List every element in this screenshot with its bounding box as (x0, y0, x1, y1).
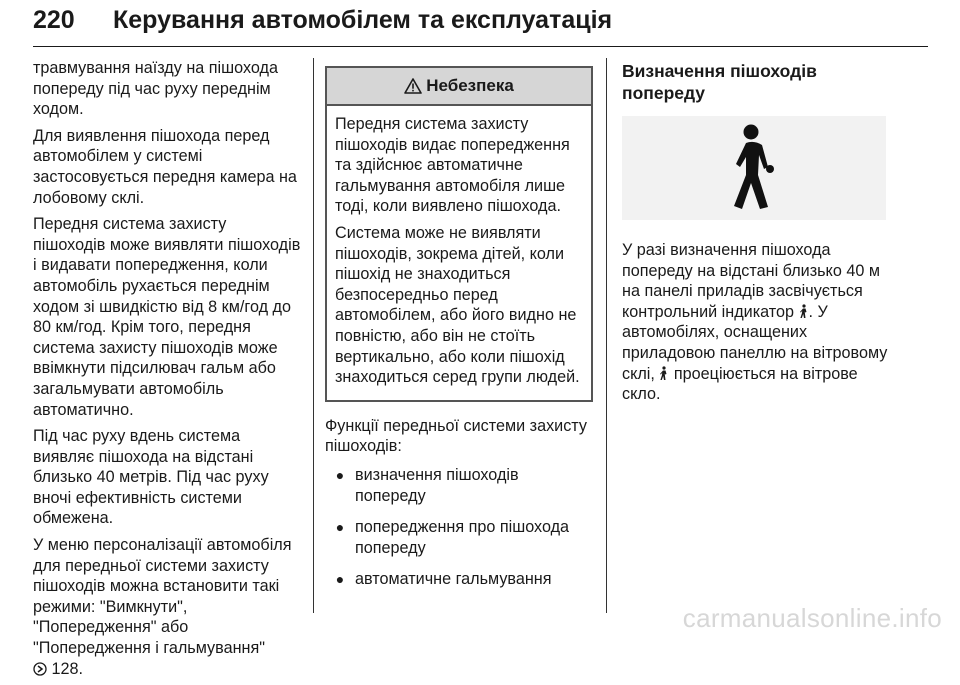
pedestrian-icon (724, 123, 784, 213)
warning-header (327, 68, 591, 106)
arrow-reference-icon (33, 662, 47, 676)
watermark: carmanualsonline.info (682, 603, 942, 633)
list-item: ● попередження про пішохода попереду (335, 518, 570, 557)
list-item: ● визначення пішоходів попереду (335, 465, 519, 505)
paragraph: травмування наїзду на пішохода попереду під час руху переднім ходом. (33, 59, 278, 119)
warning-box (325, 66, 593, 402)
warning-paragraph: Передня система захисту пішоходів видає попередження та здійснює автоматичне гальмування автомобіля лише тоді, коли виявлено пішохода. (335, 115, 570, 216)
warning-paragraph: Система може не виявляти пішоходів, зокрема дітей, коли пішохід не знаходиться безпосередньо перед автомобілем, або його видно не повністю, або він не стоїть вертикально, або коли пішохід знаходиться серед групи людей. (335, 223, 580, 387)
warning-title: Небезпека (426, 76, 514, 95)
paragraph: Для виявлення пішохода перед автомобілем у системі застосовується передня камера на лобовому склі. (33, 126, 297, 207)
functions-intro: Функції передньої системи захисту пішоходів: (325, 416, 587, 456)
pedestrian-indicator-icon (659, 366, 669, 381)
column-left (33, 58, 301, 685)
column-divider (313, 58, 314, 613)
column-middle (325, 58, 593, 601)
page-reference-link[interactable] (33, 660, 83, 678)
functions-list (325, 465, 593, 590)
warning-body (327, 106, 591, 400)
paragraph: Під час руху вдень система виявляє пішохода на відстані близько 40 метрів. Під час руху вночі ефективність системи обмежена. (33, 427, 269, 528)
warning-triangle-icon (404, 78, 422, 94)
page-title: Керування автомобілем та експлуатація (113, 6, 613, 34)
list-item: ● автоматичне гальмування (335, 570, 552, 589)
column-right (622, 58, 890, 411)
section-heading: Визначення пішоходів попереду (622, 61, 817, 103)
indicator-paragraph: У разі визначення пішохода попереду на відстані близько 40 м на панелі приладів засвічується контрольний індикатор . У автомобілях, оснащених приладовою панеллю на вітровому склі, проеціюється на вітрове скло. (622, 241, 888, 404)
paragraph-text: У меню персоналізації автомобіля для передньої системи захисту пішоходів можна встановити такі режими: "Вимкнути", "Попередження" або "Попередження і гальмування" (33, 536, 292, 658)
paragraph: Передня система захисту пішоходів може виявляти пішоходів і видавати попередження, коли автомобіль рухається переднім ходом зі швидкістю від 8 км/год до 80 км/год. Крім того, передня система захисту пішоходів може ввімкнути підсилювач гальм або загальмувати автомобіль автоматично. (33, 215, 301, 419)
pedestrian-illustration (622, 116, 886, 220)
page-header (33, 6, 928, 47)
pedestrian-indicator-icon (799, 304, 809, 319)
column-divider (606, 58, 607, 613)
page-number: 220 (33, 6, 75, 34)
paragraph (33, 535, 301, 679)
page-reference-number: 128. (51, 659, 84, 678)
